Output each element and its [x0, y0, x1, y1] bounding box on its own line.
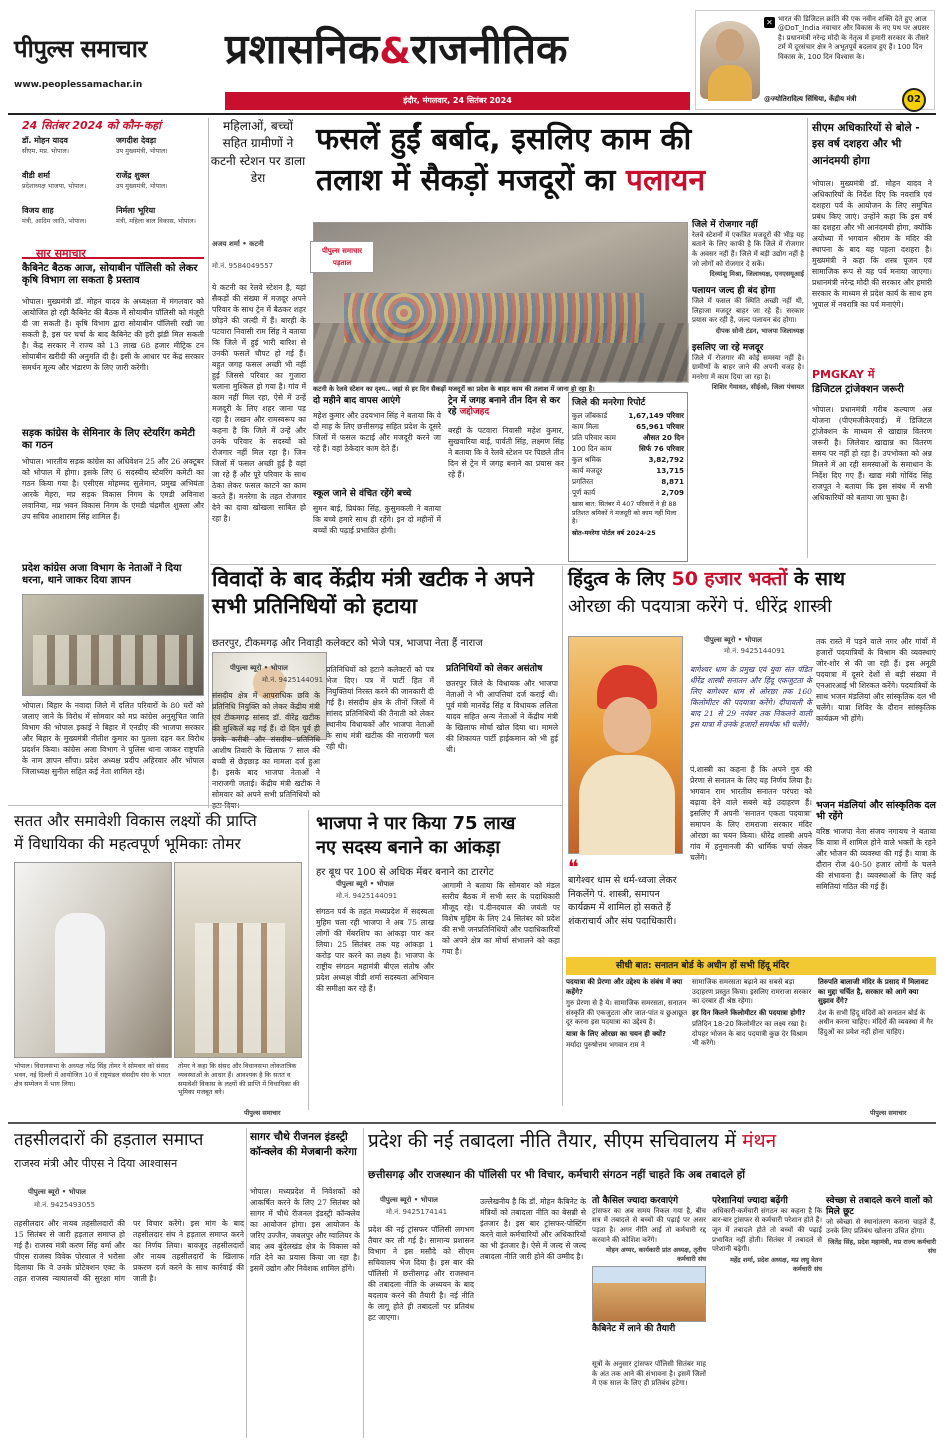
padtal-stamp	[310, 241, 374, 273]
person-desc: सीएम, मप्र. भोपाल।	[22, 147, 70, 155]
side-sig-1: दिव्यांशु मिश्रा, जिलाध्यक्ष, एनएसयूआई	[709, 270, 804, 279]
qa-question: हर दिन कितने किलोमीटर की पदयात्रा होगी?	[692, 1008, 806, 1017]
tweet-box	[695, 10, 935, 110]
person-name: वीडी शर्मा	[22, 171, 50, 180]
pmgkay-label: PMGKAY में	[812, 368, 875, 381]
bjp-body-1: संगठन पर्व के तहत मध्यप्रदेश में सदस्यता मुहिम चला रही भाजपा ने अब 75 लाख लोगों की मेंबरशिप का आंकड़ा पार कर लिया। 25 सितंबर तक यह आंकड़ा 1 करोड़ पार करने का लक्ष्य है। भाजपा के राष्ट्रीय संगठन महामंत्री बीएल संतोष और प्रदेश अध्यक्ष वीडी शर्मा सदस्यता अभियान की समीक्षा कर रहे हैं।	[316, 907, 434, 993]
saar-label	[22, 242, 204, 259]
x-logo-icon: ✕	[764, 17, 775, 28]
qa-column-3	[818, 978, 936, 1103]
report-row-label: कुल श्रमिक	[572, 455, 602, 464]
person-3	[22, 170, 110, 202]
sagar-body: भोपाल। मध्यप्रदेश में निवेशकों को आकर्षित करने के लिए 27 सितंबर को सागर में चौथे रीजनल इंडस्ट्री कॉन्क्लेव का आयोजन होगा। इस आयोजन के जरिए उज्जैन, जबलपुर और ग्वालियर के बाद अब बुंदेलखंड क्षेत्र के विकास को गति देने का प्रयास किया जा रहा है। इसमें उद्योग और निवेशक शामिल होंगे।	[250, 1187, 360, 1273]
person-name: विजय शाह	[22, 206, 54, 215]
transfer-side-a	[712, 1196, 822, 1436]
hindutva-body: पं.शास्त्री का कहना है कि अपने गुरु की प्रेरणा से सनातन के लिए यह निर्णय लिया है। भगवान राम भारतीय सनातन परंपरा को बढ़ावा देने वाले सबसे बड़े उदाहरण हैं। इसलिए मैं अपनी 'सनातन एकता पदयात्रा' समापन के लिए रामराजा सरकार मंदिर ओरछा का चयन किया। धीरेंद्र शास्त्री अपने गांव में हनुमानजी की धार्मिक चर्चा लेकर चलेंगे।	[690, 765, 812, 862]
lead-sub-2-body: सुमन बाई, प्रियंका सिंह, कुसुमकली ने बताया कि बच्चे हमारे साथ ही रहेंगे। इन दो महीनों में बच्चों की पढ़ाई प्रभावित होगी।	[313, 504, 441, 535]
transfer-mid-sig-2: जितेंद्र सिंह, प्रदेश महामंत्री, मप्र राज्य कर्मचारी संघ	[827, 1237, 936, 1255]
lead-sub-3-head	[448, 396, 564, 418]
side-body-1: रेलवे स्टेशनों में एकत्रित मजदूरों की भीड़ यह बताने के लिए काफी है कि जिले में रोजगार के अवसर नहीं हैं। जिले में बड़ी उद्योग नहीं है जो लोगों को रोजगार दे सकें।	[692, 230, 804, 268]
side-head-2: पलायन जल्द ही बंद होगा	[692, 286, 776, 297]
tehsildar-subhead: राजस्व मंत्री और पीएस ने दिया आश्वासन	[14, 1157, 178, 1170]
tomar-headline	[14, 810, 314, 857]
hindutva-col3: तक रास्ते में पड़ने वाले नगर और गांवों में हजारों पदयात्रियों के विश्राम की व्यवस्थाएं जोर-शोर से की जा रही हैं। इस अनूठी पदयात्रा में दूसरे देशों से बड़ी संख्या में एनआरआई भी शिरकत करेंगे। पदयात्रियों के साथ भजन मंडलियां और सांस्कृतिक दल भी चलेंगे। यात्रा शिविर के दौरान सांस्कृतिक कार्यक्रम भी होंगे।	[816, 637, 936, 723]
khatik-subhead: छतरपुर, टीकमगढ़ और निवाड़ी कलेक्टर को भेजे पत्र, भाजपा नेता हैं नाराज	[212, 638, 483, 649]
person-desc: मंत्री, महिला बाल विकास, भोपाल।	[116, 217, 196, 225]
saar-label-text: सार समाचार	[36, 247, 86, 260]
transfer-head-red: मंथन	[742, 1130, 777, 1152]
report-row-label: काम मिला	[572, 422, 599, 431]
report-row-value: 13,715	[656, 466, 684, 475]
lead-headline-red: पलायन	[625, 162, 706, 198]
column-rule	[807, 118, 808, 558]
hindutva-head-1: हिंदुत्व के लिए	[568, 568, 665, 590]
transfer-mid-body-2: जो स्वेच्छा से स्थानांतरण कराना चाहते हैं, उनके लिए प्रतिबंध खोलना उचित होगा।	[826, 1217, 936, 1236]
lead-headline-2: तलाश में सैकड़ों मजदूरों का	[316, 162, 616, 198]
lead-sub-3-body: बरही के पटवारा निवासी महेश कुमार, सुखवारिया बाई, पार्वती सिंह, लक्ष्मण सिंह ने बताया कि वे रेलवे स्टेशन पर पिछले तीन दिन से ट्रेन में जगह बनाने का प्रयास कर रहे हैं।	[448, 426, 564, 479]
person-5	[22, 205, 110, 237]
report-row	[572, 487, 684, 498]
person-name: राजेंद्र शुक्ल	[116, 171, 150, 180]
lead-headline	[316, 120, 786, 201]
column-rule	[208, 118, 209, 808]
report-row-label: प्रति परिवार काम	[572, 433, 616, 442]
khatik-body-1: संसदीय क्षेत्र में आपराधिक छवि के प्रतिनिधि नियुक्ति को लेकर केंद्रीय मंत्री एवं टीकमगढ़ सांसद डॉ. वीरेंद्र खटीक की मुश्किलें बढ़ गई हैं। दो दिन पूर्व ही उनके करीबी और संसदीय प्रतिनिधि आशीष तिवारी के खिलाफ 7 साल की बच्ची से छेड़छाड़ का मामला दर्ज हुआ है। इसके बाद भाजपा नेताओं ने नाराजगी जताई। केंद्रीय मंत्री खटीक ने सोमवार को अपने सभी प्रतिनिधियों को	[212, 691, 320, 799]
qa-answer: मर्यादा पुरुषोत्तम भगवान राम ने	[566, 1041, 645, 1049]
lead-sub-2-head: स्कूल जाने से वंचित रहेंगे बच्चे	[313, 489, 412, 499]
bjp-head-1: भाजपा ने पार किया 75 लाख	[316, 813, 516, 834]
lead-sub-3-head-text: ट्रेन में जगह बनाने तीन दिन से कर रहे	[448, 396, 561, 417]
side-head-1: जिले में रोजगार नहीं	[692, 220, 758, 230]
saar-headline-3: प्रदेश कांग्रेस अजा विभाग के नेताओं ने दिया धरना, थाने जाकर दिया ज्ञापन	[22, 563, 182, 586]
report-source: स्रोत-मनरेगा पोर्टल वर्ष 2024-25	[572, 528, 656, 537]
transfer-cap-body: सूत्रों के अनुसार ट्रांसफर पॉलिसी सितंबर माह के अंत तक आने की संभावना है। इसमें जिलों में एक साल के लिए ही प्रतिबंध हटेगा।	[592, 1360, 706, 1388]
masthead-rule	[8, 113, 936, 115]
person-desc: उप मुख्यमंत्री, भोपाल।	[116, 147, 168, 155]
hindutva-quote: ❝ बागेश्वर धाम से धर्म-ध्वजा लेकर निकलेंगे पं. शास्त्री, समापन कार्यक्रम में शामिल हो सकते हैं शंकराचार्य और संघ पदाधिकारी।	[568, 860, 686, 950]
sidhi-baat-text: सीधी बात: सनातन बोर्ड के अधीन हों सभी हिंदू मंदिर	[616, 961, 790, 971]
person-2	[116, 135, 204, 167]
report-row-value: 2,709	[661, 488, 684, 497]
section-title-2: राजनीतिक	[410, 25, 568, 73]
khatik-body-3-head: प्रतिनिधियों को लेकर असंतोष	[446, 664, 543, 674]
tweet-author: @ज्योतिरादित्य सिंधिया, केंद्रीय मंत्री	[764, 95, 857, 103]
section-rule	[210, 564, 936, 565]
person-desc: प्रदेशाध्यक्ष भाजपा, भोपाल।	[22, 182, 87, 190]
person-4	[116, 170, 204, 202]
hindutva-end: पीपुल्स समाचार	[870, 1109, 907, 1117]
report-row-value: 1,67,149 परिवार	[628, 411, 684, 420]
person-name: डॉ. मोहन यादव	[22, 136, 68, 145]
tehsildar-byline: पीपुल्स ब्यूरो • भोपाल	[28, 1188, 86, 1196]
tweet-text: भारत की डिजिटल क्रांति की एक नवीन शक्ति देते हुए आज @DoT_India नवाचार और विकास के नए पथ पर अग्रसर है। प्रधानमंत्री नरेन्द्र मोदी के नेतृत्व में हमारी सरकार के तीसरे टर्म में दूरसंचार क्षेत्र ने अभूतपूर्व बदलाव हुए हैं। 100 दिन विकास के, 100 दिन विश्वास के।	[778, 15, 930, 61]
transfer-body-2: उल्लेखनीय है कि डॉ. मोहन कैबिनेट के मंत्रियों को तबादला नीति का बेसब्री से इंतजार है। इस बार ट्रांसफर-पोस्टिंग करने वाले कर्मचारियों और अधिकारियों का भी इंतजार है। ऐसे में जल्द से जल्द तबादला नीति जारी होने की उम्मीद है।	[480, 1197, 586, 1261]
side-body-2: जिले में फसल की स्थिति अच्छी नहीं थी, लिहाजा मजदूर बाहर जा रहे हैं। सरकार प्रयास कर रही है, जल्द पलायन बंद होगा।	[692, 296, 804, 325]
side-sig-3: शिशिर गेमावत, सीईओ, जिला पंचायत	[711, 383, 804, 392]
hindutva-headline	[568, 566, 936, 620]
report-row-label: प्रगतिरत	[572, 477, 594, 486]
right-body-1: भोपाल। मुख्यमंत्री डॉ. मोहन यादव ने अधिकारियों के निर्देश दिए कि नवरात्रि एवं दशहरा पर्व के आयोजन के लिए समुचित प्रबंध किए जाएं। उन्होंने कहा कि इस वर्ष का दशहरा और भी आनंदमयी होगा, क्योंकि अयोध्या में भगवान श्रीराम के मंदिर की स्थापना के बाद यह पहला दशहरा है। मुख्यमंत्री ने कहा कि शस्त्र पूजन एवं सामाजिक रूप से यह पर्व मनाया जाएगा। प्रधानमंत्री नरेन्द्र मोदी की सरकार और हमारी सरकार के माध्यम से प्रदेश कार्य के साथ हम भूपाल में नवरात्रि का पर्व मनाएंगे।	[812, 179, 932, 309]
section-rule	[8, 805, 562, 806]
report-row-label: 100 दिन काम	[572, 444, 612, 453]
report-row-label: कार्य मजदूर	[572, 466, 603, 475]
column-rule	[363, 1128, 364, 1438]
qa-column-2	[692, 978, 814, 1103]
hindutva-byline: पीपुल्स ब्यूरो • भोपाल	[704, 636, 762, 644]
transfer-side-head: परेशानियां ज्यादा बढ़ेंगी	[712, 1196, 788, 1206]
person-name: निर्मला भूरिया	[116, 206, 156, 215]
report-row	[572, 432, 684, 443]
transfer-mid-body: ट्रांसफर का अब समय निकल गया है, बीच सत्र में तबादले से बच्चों की पढ़ाई पर असर पड़ता है। अगर नीति आई तो कर्मचारी रद्द करवाने की कोशिश करेंगे।	[592, 1206, 706, 1244]
hindutva-col3-head: भजन मंडलियां और सांस्कृतिक दल भी रहेंगे	[816, 800, 937, 823]
column-rule	[308, 810, 309, 1110]
report-row-value: 65,961 परिवार	[636, 422, 684, 431]
transfer-side-sig: महेंद्र शर्मा, प्रदेश अध्यक्ष, मप्र लघु वेतन कर्मचारी संघ	[730, 1255, 822, 1273]
shastri-photo	[568, 636, 683, 854]
congress-protest-photo	[22, 594, 204, 696]
tehsildar-body: तहसीलदार और नायब तहसीलदारों की 15 सितंबर से जारी हड़ताल समाप्त हो गई है। राजस्व मंत्री करण सिंह वर्मा और पीएस राजस्व विवेक पोरवाल ने भरोसा दिलाया कि वे उनके प्रोटेक्शन एक्ट के तहत राजस्व न्यायालयों की सुरक्षा मांग पर विचार करेंगे। इस मांग के बाद तहसीलदार संघ ने हड़ताल समाप्त करने का निर्णय लिया। बावजूद तहसीलदारों और नायब तहसीलदारों के खिलाफ प्रकरण दर्ज करने के साथ कार्रवाई की जाती है।	[14, 1219, 244, 1283]
dateline: इंदौर, मंगलवार, 24 सितंबर 2024	[403, 96, 512, 105]
tomar-caption-1: भोपाल। विधानसभा के अध्यक्ष नरेंद्र सिंह तोमर ने सोमवार को संसद भवन, नई दिल्ली में आयोजित 10 वें राष्ट्रमंडल संसदीय संघ के भारत क्षेत्र सम्मेलन में भाग लिया।	[14, 1062, 171, 1088]
saar-headline-1: कैबिनेट बैठक आज, सोयाबीन पॉलिसी को लेकर कृषि विभाग ला सकता है प्रस्ताव	[22, 263, 198, 286]
bjp-head-2: नए सदस्य बनाने का आंकड़ा	[316, 837, 501, 859]
khatik-body-3: छतरपुर जिले के विधायक और भाजपा नेताओं ने भी आपत्तियां दर्ज कराई थी। पूर्व मंत्री मानवेंद्र सिंह व विधायक ललिता यादव सहित अन्य नेताओं ने केंद्रीय मंत्री के खिलाफ मोर्चा खोल दिया था। मामले की शिकायत पार्टी हाईकमान को भी हुई थी।	[446, 679, 558, 754]
person-desc: मंत्री, आदिम जाति, भोपाल।	[22, 217, 87, 225]
hindutva-mobile: मो.नं. 9425144091	[724, 647, 786, 655]
transfer-byline: पीपुल्स ब्यूरो • भोपाल	[380, 1196, 438, 1204]
lead-side-column	[692, 220, 804, 580]
person-desc: उप मुख्यमंत्री, भोपाल।	[116, 182, 168, 190]
page-number: 02	[907, 94, 921, 105]
report-row-value: औसत 20 दिन	[643, 433, 684, 442]
bjp-byline: पीपुल्स ब्यूरो • भोपाल	[336, 880, 394, 888]
kaun-kahan-title: 24 सितंबर 2024 को कौन-कहां	[22, 119, 161, 132]
qa-question: पदयात्रा की प्रेरणा और उद्देश्य के संबंध में क्या कहेंगे?	[566, 978, 683, 996]
hindutva-head-red: 50 हजार भक्तों	[671, 568, 788, 590]
hindutva-head-3: ओरछा की पदयात्रा करेंगे पं. धीरेंद्र शास्त्री	[568, 595, 832, 617]
transfer-mid-sig: मोहन अय्यर, कार्यकारी प्रांत अध्यक्ष, तृतीय कर्मचारी संघ	[606, 1246, 706, 1264]
katni-station-photo	[313, 222, 688, 382]
transfer-head-1: प्रदेश की नई तबादला नीति तैयार, सीएम सचिवालय में	[368, 1130, 737, 1152]
hindutva-intro: बागेश्वर धाम के प्रमुख एवं युवा संत पंडित धीरेंद्र शास्त्री सनातन और हिंदू एकजुटता के लिए बागेश्वर धाम से ओरछा तक 160 किलोमीटर की पदयात्रा करेंगे। दीपावली के बाद 21 से 29 नवंबर तक निकलने वाली इस यात्रा में उनके हजारों समर्थक भी चलेंगे।	[690, 665, 812, 729]
right-headline-1: सीएम अधिकारियों से बोले - इस वर्ष दशहरा और भी आनंदमयी होगा	[812, 122, 920, 167]
paper-name: पीपुल्स समाचार	[14, 35, 147, 63]
bjp-headline	[316, 812, 560, 861]
tomar-photo-2	[174, 862, 302, 1058]
khatik-body-2: प्रतिनिधियों को हटाने कलेक्टरों को पत्र भेज दिए। पत्र में पार्टी हित में नियुक्तियां निरस्त करने की जानकारी दी गई है। संसदीय क्षेत्र के तीनों जिलों में सांसद प्रतिनिधियों की तैनाती को लेकर स्थानीय विधायकों और भाजपा नेताओं के साथ मंत्री खटीक की नाराजगी चल रही थी।	[326, 665, 434, 751]
transfer-side-body: अधिकारी-कर्मचारी संगठन का कहना है कि बार-बार ट्रांसफर से कर्मचारी परेशान होते हैं। जून में तबादले होते तो बच्चों की पढ़ाई प्रभावित नहीं होती। सितंबर में तबादले से परेशानी बढ़ेगी।	[712, 1206, 822, 1254]
report-row	[572, 454, 684, 465]
right-headline-2: डिजिटल ट्रांजेक्शन जरूरी	[812, 384, 904, 395]
report-row-value: 8,871	[661, 477, 684, 486]
side-sig-2: दीपक सोनी टंडन, भाजपा जिलाध्यक्ष	[715, 326, 804, 335]
paper-logo	[14, 32, 214, 72]
qa-question: यात्रा के लिए ओरछा का चयन ही क्यों?	[566, 1029, 666, 1038]
tomar-photo-1	[14, 862, 172, 1058]
qa-answer: प्रतिदिन 18-20 किलोमीटर का लक्ष्य रखा है। दोपहर भोजन के बाद पदयात्री कुछ देर विश्राम भी करेंगे।	[692, 1020, 808, 1047]
section-amp: &	[379, 31, 411, 72]
tehsildar-mobile: मो.नं. 9425493055	[34, 1201, 96, 1209]
person-1	[22, 135, 110, 167]
lead-sub-3-head-red: जद्दोजहद	[459, 406, 490, 417]
qa-answer: गुरु प्रेरणा से है ये। सामाजिक समरसता, सनातन संस्कृति की एकजुटता और जात-पांत व छुआछूत दूर करना इस पदयात्रा का उद्देश्य है।	[566, 999, 688, 1026]
right-body-2: भोपाल। प्रधानमंत्री गरीब कल्याण अन्न योजना (पीएमजीकेएवाई) में डिजिटल ट्रांजेक्शन के माध्यम से खाद्यान्न वितरण जरूरी है। जिलेवार खाद्यान्न का वितरण समय पर नहीं हो रहा है। उपभोक्ता को अन्न मिलने में आ रही समस्याओं के समाधान के निर्देश दिए गए हैं। खाद्य मंत्री गोविंद सिंह राजपूत ने बताया कि इस संबंध में सभी अधिकारियों को बताया जा चुका है।	[812, 405, 932, 502]
report-title: जिले की मनरेगा रिपोर्ट	[572, 398, 646, 408]
qa-question: तिरुपति बालाजी मंदिर के प्रसाद में मिलावट का मुद्दा चर्चित है, सरकार को आगे क्या सुझाव देंगे?	[818, 978, 929, 1005]
women-headline: महिलाओं, बच्चों सहित ग्रामीणों ने कटनी स्टेशन पर डाला डेरा	[210, 119, 306, 186]
transfer-subhead: छत्तीसगढ़ और राजस्थान की पॉलिसी पर भी विचार, कर्मचारी संगठन नहीं चाहते कि अब तबादले हों	[368, 1169, 746, 1181]
transfer-mobile: मो.नं. 9425174141	[386, 1208, 448, 1216]
transfer-building-caption: कैबिनेट में लाने की तैयारी	[592, 1324, 676, 1335]
khatik-byline: पीपुल्स ब्यूरो • भोपाल	[230, 664, 288, 672]
padtal-stamp-text: पीपुल्स समाचार पड़ताल	[321, 247, 363, 267]
page-number-badge	[902, 88, 926, 112]
lead-sub-1-body: महेश कुमार और उदयभान सिंह ने बताया कि वे दो माह के लिए छत्तीसगढ़ सहित प्रदेश के दूसरे जिलों में फसल कटाई और मजदूरी करने जा रहे हैं। वहां ठेकेदार काम देते हैं।	[313, 411, 441, 453]
section-rule	[8, 1122, 936, 1124]
women-body: ये कटनी का रेलवे स्टेशन है, यहां सैकड़ों की संख्या में मजदूर अपने परिवार के साथ ट्रेन में बैठकर शहर छोड़ने की जल्दी में हैं। बारही के पटवारा निवासी राम सिंह ने बताया कि जिले में हुई भारी बारिश से उनकी फसलें चौपट हो गई हैं। बहुत जगह फसल अच्छी भी नहीं हुई जिससे परिवार का गुजारा चलाना मुश्किल हो गया है। गांव में काम नहीं मिल रहा, ऐसे में उन्हें मजदूरी के लिए शहर जाना पड़ रहा है। लखन और रामस्वरूप का कहना है कि जिले में उन्हें और उनके परिवार के सदस्यों को रोजगार नहीं मिल रहा है। जिन जिलों में फसल अच्छी हुई है वहां जा रहे हैं और पूरे परिवार के साथ ठेका लेकर फसल काटने का काम करते हैं। मनरेगा के तहत रोजगार देने का दावा खोखला साबित हो रहा है।	[212, 283, 306, 523]
report-row-label: कुल जॉबकार्ड	[572, 411, 608, 420]
report-row-label: पूर्ण कार्य	[572, 488, 596, 497]
report-row-value: 3,82,792	[648, 455, 684, 464]
secretariat-building-photo	[592, 1266, 706, 1322]
website[interactable]: www.peoplessamachar.in	[14, 80, 143, 90]
section-title-1: प्रशासनिक	[225, 25, 380, 73]
bjp-mobile: मो.नं. 9425144091	[336, 892, 398, 900]
transfer-headline	[368, 1130, 936, 1153]
dateline-bar	[225, 92, 690, 110]
report-note: खास बात: सितंबर में 407 परिवारों ने ही 88 प्रतिशत श्रमिकों ने मजदूरी को काम नहीं मिला है।	[572, 500, 677, 526]
lead-photo-caption: कटनी के रेलवे स्टेशन का दृश्य.. जहां से हर दिन सैकड़ों मजदूरों का प्रदेश के बाहर काम की तलाश में जाना हो रहा है।	[313, 385, 595, 393]
lead-sub-1-head: दो महीने बाद वापस आएंगे	[313, 396, 401, 406]
hindutva-quote-text: बागेश्वर धाम से धर्म-ध्वजा लेकर निकलेंगे पं. शास्त्री, समापन कार्यक्रम में शामिल हो सकते हैं शंकराचार्य और संघ पदाधिकारी।	[568, 875, 677, 927]
lead-headline-1: फसलें हुईं बर्बाद, इसलिए काम की	[316, 122, 692, 157]
report-row	[572, 443, 684, 454]
qa-column-1	[566, 978, 688, 1103]
qa-answer: देश के सभी हिंदू मंदिरों को सनातन बोर्ड के अधीन करना चाहिए। मंदिरों की व्यवस्था में गैर हिंदुओं का प्रवेश नहीं होना चाहिए।	[818, 1008, 933, 1036]
tomar-end: पीपुल्स समाचार	[244, 1109, 281, 1117]
person-6	[116, 205, 204, 237]
side-head-3: इसलिए जा रहे मजदूर	[692, 342, 764, 353]
saar-headline-2: सड़क कांग्रेस के सेमिनार के लिए स्टेयरिंग कमेटी का गठन	[22, 428, 195, 451]
women-mobile: मो.नं. 9584049557	[212, 262, 274, 270]
kaun-kahan-grid	[22, 135, 204, 240]
saar-body-3: भोपाल। बिहार के नवादा जिले में दलित परिवारों के 80 घरों को जलाए जाने के विरोध में सोमवार को मप्र कांग्रेस अनुसूचित जाति विभाग की भोपाल इकाई ने बिहार में एनडीए की भाजपा सरकार और बिहार के मुख्यमंत्री नीतीश कुमार का पुतला दहन कर विरोध प्रदर्शन किया। कांग्रेस अजा विभाग ने पुलिस थाना जाकर राष्ट्रपति के नाम ज्ञापन सौंपा। प्रदेश अध्यक्ष प्रदीप अहिरवार और भोपाल जिलाध्यक्ष सुनील सहित कई नेता शामिल रहे।	[22, 701, 204, 776]
women-byline: अजय शर्मा • कटनी	[212, 240, 264, 248]
report-row	[572, 410, 684, 421]
qa-answer: सामाजिक समरसता बढ़ाने का सबसे बड़ा उदाहरण प्रस्तुत किया। इसलिए रामराजा सरकार का दरबार ही श्रेष्ठ रहेगा।	[692, 978, 812, 1005]
hindutva-col3b: वरिष्ठ भाजपा नेता संजय नगायच ने बताया कि यात्रा में शामिल होने वाले भक्तों के रहने और भोजन की व्यवस्था की गई है। यात्रा के दौरान रोज 40-50 हजार लोगों के चलने की संभावना है। व्यवस्थाओं के लिए कई समितियां गठित की गई हैं।	[816, 827, 936, 891]
report-row	[572, 465, 684, 476]
transfer-side-column	[712, 1196, 936, 1436]
report-row	[572, 476, 684, 487]
report-row-value: सिर्फ 76 परिवार	[639, 444, 684, 453]
sidhi-baat-bar	[566, 957, 936, 975]
side-body-3: जिले में रोजगार की कोई समस्या नहीं है। ग्रामीणों के बाहर जाने की अपनी वजह है। मनरेगा में काम दिया जा रहा है।	[692, 353, 804, 381]
report-row	[572, 421, 684, 432]
column-rule	[562, 566, 563, 1106]
mnrega-report-box	[568, 392, 688, 562]
minister-photo	[700, 21, 760, 99]
tomar-caption-2: तोमर ने कहा कि संसद और विधानसभा लोकतांत्रिक व्यवस्थाओं के आधार हैं। आवश्यक है कि सतत व समावेशी विकास के लक्ष्यों की प्राप्ति में विधायिका की भूमिका मजबूत बने।	[178, 1062, 300, 1097]
sagar-headline: सागर चौथे रीजनल इंडस्ट्री कॉन्क्लेव की मेजबानी करेगा	[250, 1131, 357, 1159]
saar-body-2: भोपाल। भारतीय सड़क कांग्रेस का अधिवेशन 25 और 26 अक्टूबर को भोपाल में होगा। इसके लिए 6 सदस्यीय स्टेयरिंग कमेटी का गठन किया गया है। एसीएस मोहम्मद सुलेमान, प्रमुख अभियंता आरके मेहरा, मप्र सड़क विकास निगम के एमडी अविनाश लवानिया, मप्र भवन विकास निगम के एमडी चंद्रमौल शुक्ला और उप सचिव आशाराम सिंह शामिल हैं।	[22, 457, 204, 521]
bjp-subhead: हर बूथ पर 100 से अधिक मेंबर बनाने का टारगेट	[316, 867, 494, 878]
hindutva-head-2: के साथ	[793, 568, 846, 590]
tomar-head-1: सतत और समावेशी विकास लक्ष्यों की प्राप्ति	[14, 812, 257, 830]
person-name: जगदीश देवड़ा	[116, 136, 157, 145]
tehsildar-headline: तहसीलदारों की हड़ताल समाप्त	[14, 1130, 204, 1150]
saar-body-1: भोपाल। मुख्यमंत्री डॉ. मोहन यादव के अध्यक्षता में मंगलवार को आयोजित हो रही कैबिनेट की बैठक में सोयाबीन पॉलिसी को मंजूरी दी जा सकती है। कृषि विभाग द्वारा सोयाबीन पॉलिसी रखी जा सकती है, इस पर चर्चा के बाद कैबिनेट की हरी झंडी मिल सकती है। केंद्र सरकार ने राज्य को 13 लाख 68 हजार मीट्रिक टन सोयाबीन खरीदी की अनुमति दी है। इसी के आधार पर केंद्र सरकार समर्थन मूल्य और भंडारण के लिए जारी करेगी।	[22, 297, 204, 372]
transfer-mid-head-2: स्वेच्छा से तबादले करने वालों को मिले छूट	[826, 1196, 933, 1217]
transfer-mid-head: तो कैसिल ज्यादा करवाएंगे	[592, 1196, 679, 1206]
transfer-side-b	[826, 1196, 936, 1436]
report-rows	[569, 410, 687, 498]
khatik-mobile: मो.नं. 9425144091	[262, 676, 324, 684]
khatik-headline: विवादों के बाद केंद्रीय मंत्री खटीक ने अपने सभी प्रतिनिधियों को हटाया	[212, 567, 534, 619]
column-rule	[246, 1128, 247, 1438]
section-title	[225, 20, 695, 82]
transfer-body-1: प्रदेश की नई ट्रांसफर पॉलिसी लगभग तैयार कर ली गई है। सामान्य प्रशासन विभाग ने इस मसौदे को सीएम सचिवालय भेज दिया है। इस बार की पॉलिसी में छत्तीसगढ़ और राजस्थान की तबादला नीति के अध्ययन के बाद बदलाव करने की तैयारी है। नई नीति के लागू होते ही तबादलों पर प्रतिबंध हट जाएगा।	[368, 1225, 474, 1322]
tomar-head-2: में विधायिका की महत्वपूर्ण भूमिकाः तोमर	[14, 835, 241, 854]
bjp-body-2: आगामी ने बताया कि सोमवार को मंडल स्तरीय बैठक में सभी स्तर के पदाधिकारी मौजूद रहे। पं.दीनदयाल की जयंती पर विशेष मुहिम के लिए 24 सितंबर को प्रदेश की सभी जनप्रतिनिधियों और पदाधिकारियों को अपने क्षेत्र का मोर्चा संभालने को कहा गया है।	[442, 881, 560, 956]
